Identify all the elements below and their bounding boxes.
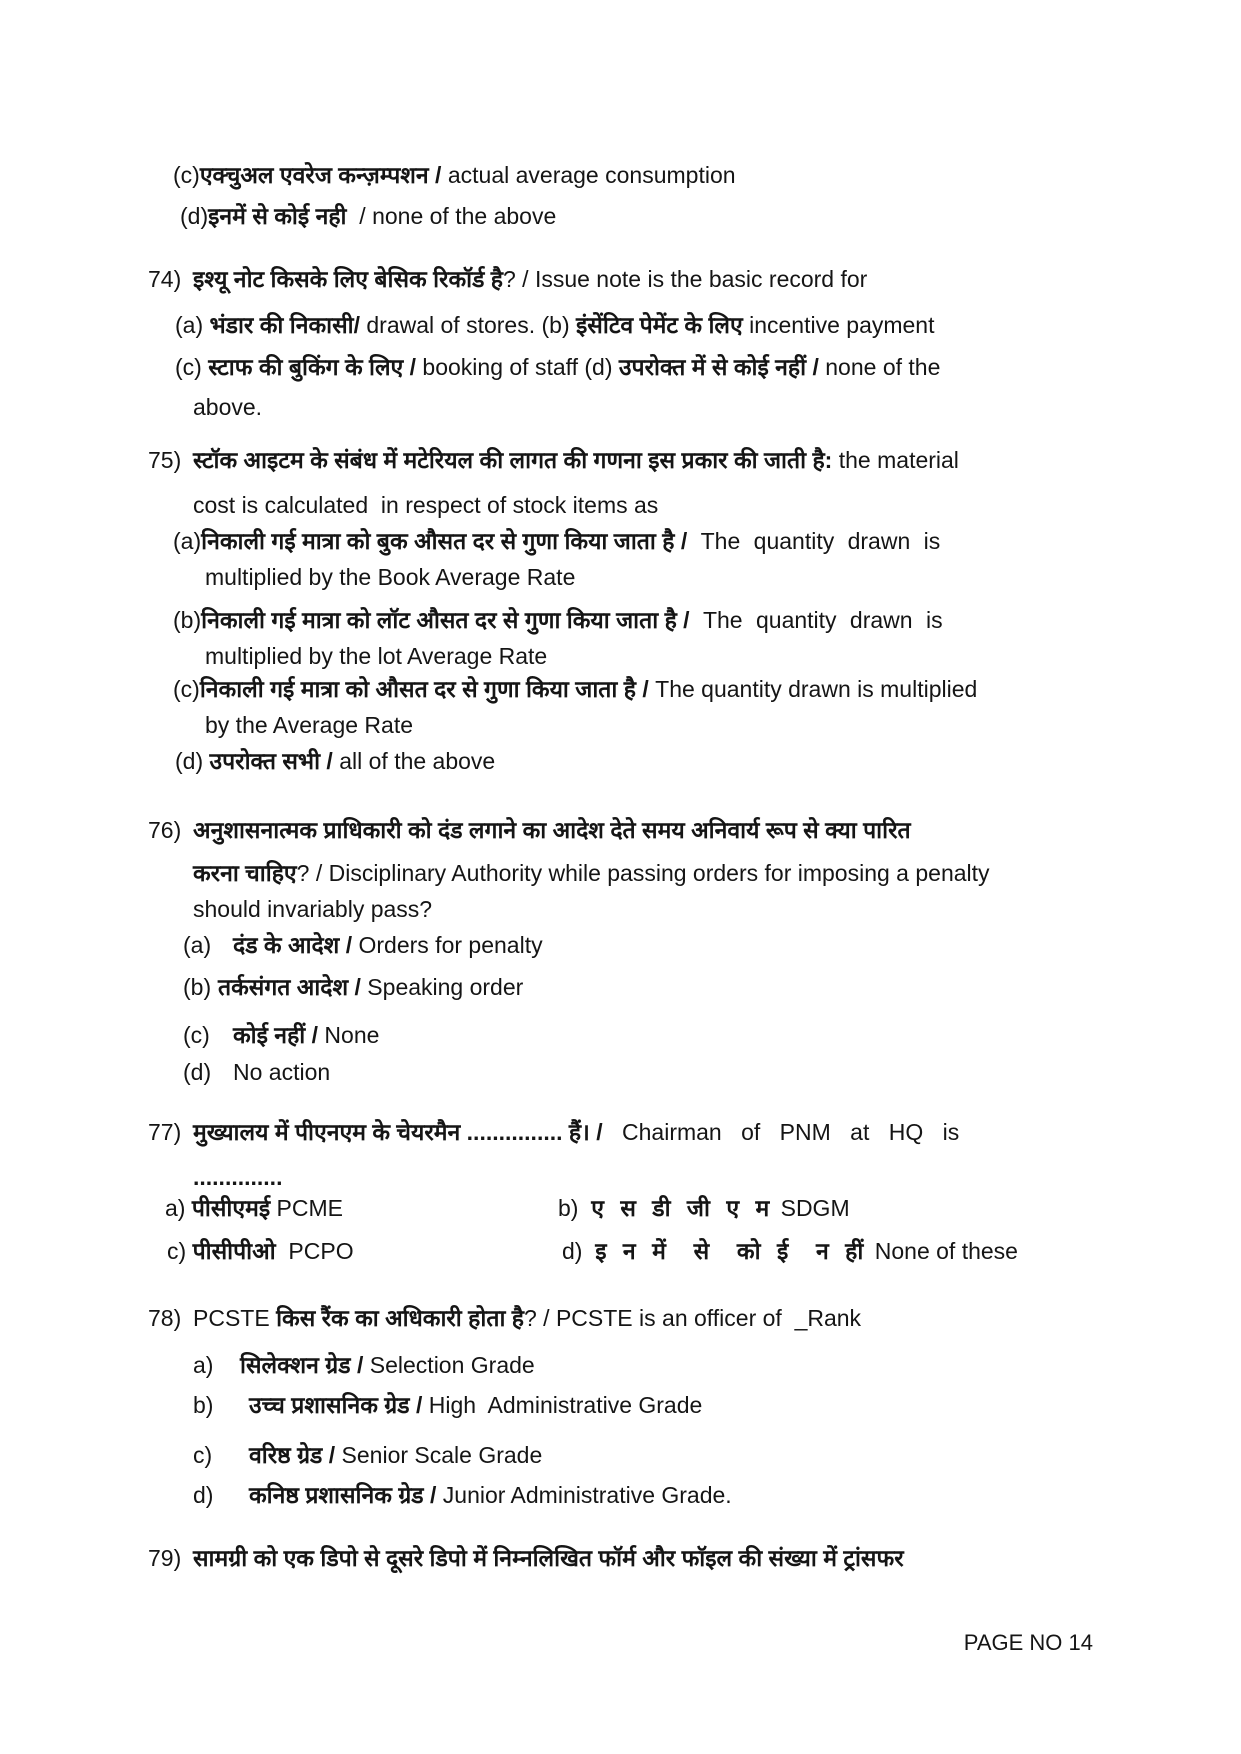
question-74-title — [148, 262, 867, 296]
question-78-option-a — [193, 1348, 535, 1382]
question-78-option-d — [193, 1478, 732, 1512]
english-text: PCSTE — [193, 1305, 277, 1331]
question-79-title — [148, 1541, 904, 1575]
english-text: Junior Administrative Grade. — [436, 1482, 732, 1508]
english-text: the material — [832, 447, 959, 473]
option-label: b) — [193, 1392, 214, 1418]
question-number: 76) — [148, 817, 182, 843]
english-text: Orders for penalty — [352, 932, 543, 958]
option-label: (d) — [180, 203, 209, 229]
english-text: None — [318, 1022, 380, 1048]
english-text: The quantity drawn is multiplied — [648, 676, 978, 702]
option-label: (a) — [183, 932, 212, 958]
english-text: ? / Disciplinary Authority while passing orders for imposing a penalty — [296, 860, 990, 886]
english-text: cost is calculated in respect of stock items as — [193, 492, 659, 518]
hindi-text: मुख्यालय में पीएनएम के चेयरमैन ............... हैं। / — [193, 1119, 603, 1145]
option-label: d) — [193, 1482, 214, 1508]
question-77-option-a — [165, 1191, 343, 1225]
option-label: (c) — [173, 162, 200, 188]
option-label: (b) — [183, 974, 212, 1000]
english-text: The quantity drawn is — [689, 607, 943, 633]
question-77-option-b — [558, 1191, 850, 1225]
question-78-title — [148, 1301, 861, 1335]
english-text: all of the above — [332, 748, 496, 774]
english-text: PCPO — [275, 1238, 354, 1264]
english-text: ? / PCSTE is an officer of _Rank — [524, 1305, 862, 1331]
english-text: No action — [233, 1059, 331, 1085]
question-77-option-c — [167, 1234, 354, 1268]
hindi-text: पीसीएमई — [191, 1195, 271, 1221]
question-75-title-line2 — [193, 488, 658, 522]
question-77-title-line2 — [193, 1160, 282, 1194]
question-number: 78) — [148, 1305, 182, 1331]
option-label: (a) — [173, 528, 202, 554]
english-text: Chairman of PNM at HQ is — [602, 1119, 960, 1145]
question-75-option-b-cont — [205, 639, 547, 673]
question-75-option-a-cont — [205, 560, 575, 594]
hindi-text: किस रैंक का अधिकारी होता है — [276, 1305, 524, 1331]
page-number-footer: PAGE NO 14 — [963, 1630, 1093, 1655]
question-75-option-b — [173, 603, 943, 637]
option-label: (c) — [173, 676, 200, 702]
question-75-option-d — [175, 744, 495, 778]
hindi-text: सामग्री को एक डिपो से दूसरे डिपो में निम्नलिखित फॉर्म और फाॅइल की संख्या में ट्रांसफर — [193, 1545, 904, 1571]
english-text: by the Average Rate — [205, 712, 413, 738]
question-75-option-c — [173, 672, 977, 706]
english-text: drawal of stores. (b) — [359, 312, 577, 338]
english-text: above. — [193, 394, 263, 420]
english-text: SDGM — [774, 1195, 850, 1221]
option-label: c) — [193, 1442, 213, 1468]
option-label: d) — [562, 1238, 596, 1264]
option-label: b) — [558, 1195, 592, 1221]
hindi-text: उपरोक्त सभी / — [209, 748, 333, 774]
option-label: (d) — [183, 1059, 212, 1085]
hindi-text: वरिष्ठ ग्रेड / — [249, 1442, 336, 1468]
hindi-text: उपरोक्त में से कोई नहीं / — [618, 354, 819, 380]
hindi-text: इ न में से को ई न हीं — [595, 1238, 869, 1264]
english-text: / none of the above — [352, 203, 557, 229]
question-76-title-line3 — [193, 892, 432, 926]
english-text: multiplied by the lot Average Rate — [205, 643, 548, 669]
hindi-text: स्टॉक आइटम के संबंध में मटेरियल की लागत की गणना इस प्रकार की जाती है: — [193, 447, 833, 473]
question-number: 74) — [148, 266, 182, 292]
question-77-title — [148, 1115, 959, 1149]
hindi-text: कोई नहीं / — [233, 1022, 319, 1048]
hindi-text: तर्कसंगत आदेश / — [218, 974, 361, 1000]
hindi-text: इनमें से कोई नही — [208, 203, 353, 229]
hindi-text: भंडार की निकासी/ — [209, 312, 360, 338]
hindi-text: पीसीपीओ — [192, 1238, 276, 1264]
english-text: PCME — [270, 1195, 343, 1221]
hindi-text: उच्च प्रशासनिक ग्रेड / — [249, 1392, 423, 1418]
english-text: Speaking order — [360, 974, 524, 1000]
hindi-text: ए स डी जी ए म — [591, 1195, 775, 1221]
hindi-text: इंसेंटिव पेमेंट के लिए — [576, 312, 743, 338]
hindi-text: अनुशासनात्मक प्राधिकारी को दंड लगाने का आदेश देते समय अनिवार्य रूप से क्या पारित — [193, 817, 911, 843]
english-text: High Administrative Grade — [422, 1392, 703, 1418]
question-76-option-a — [183, 928, 543, 962]
option-label: a) — [165, 1195, 192, 1221]
hindi-text: निकाली गई मात्रा को लॉट औसत दर से गुणा किया जाता है / — [201, 607, 690, 633]
english-text: booking of staff (d) — [416, 354, 619, 380]
question-74-options-ab — [175, 308, 935, 342]
question-number: 75) — [148, 447, 182, 473]
option-label: (c) — [183, 1022, 210, 1048]
option-label: (a) — [175, 312, 210, 338]
question-74-options-cd — [175, 350, 940, 384]
question-number: 77) — [148, 1119, 182, 1145]
question-76-title-line2 — [193, 856, 990, 890]
english-text: Senior Scale Grade — [335, 1442, 543, 1468]
question-78-option-c — [193, 1438, 542, 1472]
option-label: (d) — [175, 748, 210, 774]
question-77-option-d — [562, 1234, 1018, 1268]
option-label: c) — [167, 1238, 193, 1264]
option-label: (c) — [175, 354, 209, 380]
english-text: ? / Issue note is the basic record for — [502, 266, 868, 292]
q73-option-d-line — [180, 199, 556, 233]
english-text: none of the — [818, 354, 941, 380]
english-text: The quantity drawn is — [687, 528, 941, 554]
question-75-option-a — [173, 524, 940, 558]
hindi-text: .............. — [193, 1164, 283, 1190]
english-text: Selection Grade — [363, 1352, 535, 1378]
english-text: None of these — [868, 1238, 1018, 1264]
english-text: should invariably pass? — [193, 896, 433, 922]
hindi-text: एक्चुअल एवरेज कन्ज़म्पशन / — [199, 162, 442, 188]
question-76-option-d — [183, 1055, 330, 1089]
option-label: a) — [193, 1352, 214, 1378]
hindi-text: इश्यू नोट किसके लिए बेसिक रिकॉर्ड है — [193, 266, 503, 292]
q73-option-c-line — [173, 158, 736, 192]
hindi-text: सिलेक्शन ग्रेड / — [240, 1352, 364, 1378]
question-75-title — [148, 443, 959, 477]
english-text: actual average consumption — [441, 162, 736, 188]
english-text: incentive payment — [742, 312, 935, 338]
question-76-option-b — [183, 970, 523, 1004]
question-74-continuation — [193, 390, 262, 424]
english-text: multiplied by the Book Average Rate — [205, 564, 576, 590]
question-76-option-c — [183, 1018, 379, 1052]
question-78-option-b — [193, 1388, 702, 1422]
hindi-text: करना चाहिए — [193, 860, 297, 886]
hindi-text: दंड के आदेश / — [233, 932, 353, 958]
question-number: 79) — [148, 1545, 182, 1571]
question-76-title — [148, 813, 911, 847]
hindi-text: कनिष्ठ प्रशासनिक ग्रेड / — [249, 1482, 437, 1508]
hindi-text: निकाली गई मात्रा को औसत दर से गुणा किया जाता है / — [199, 676, 649, 702]
question-75-option-c-cont — [205, 708, 413, 742]
hindi-text: निकाली गई मात्रा को बुक औसत दर से गुणा किया जाता है / — [201, 528, 688, 554]
option-label: (b) — [173, 607, 202, 633]
hindi-text: स्टाफ की बुकिंग के लिए / — [208, 354, 417, 380]
